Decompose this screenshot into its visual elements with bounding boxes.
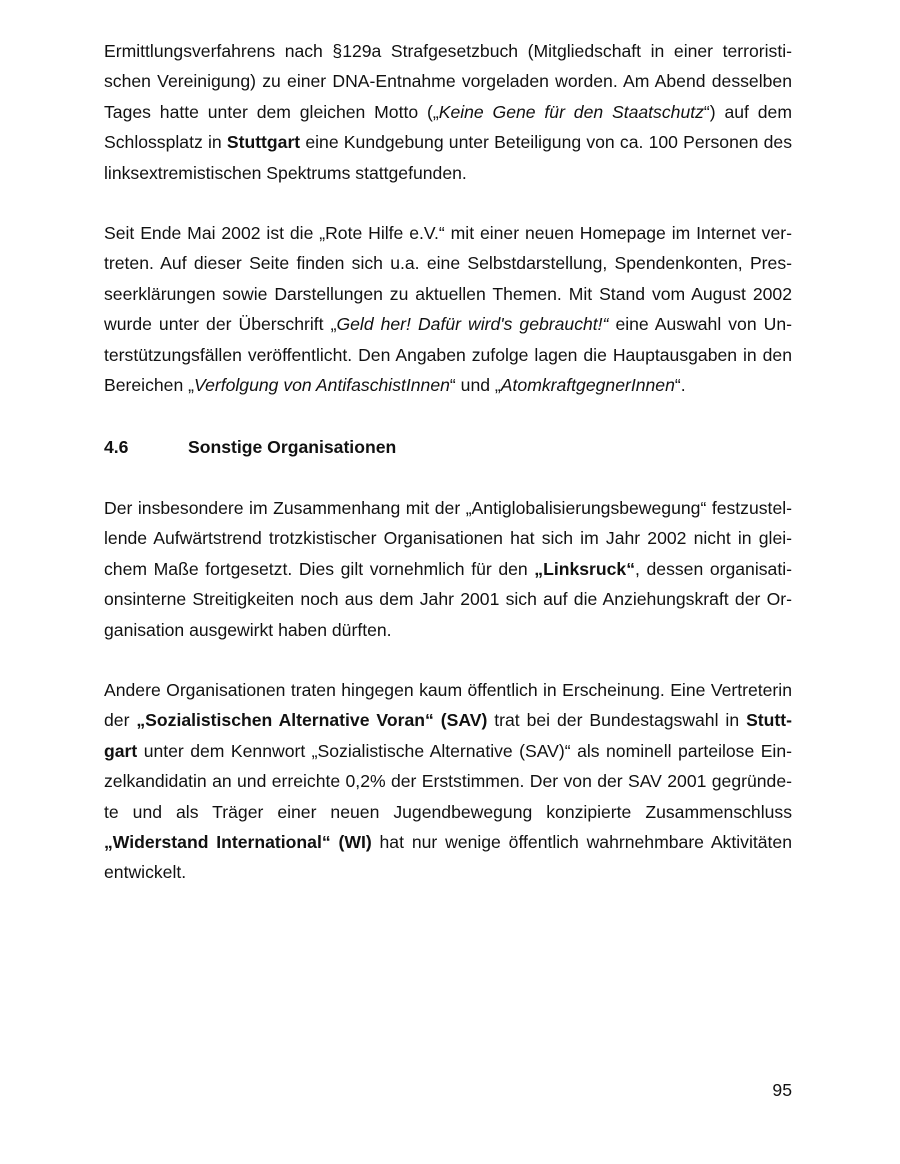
text-run: “ und „ [449,375,501,396]
text-run: Ermittlungsverfahrens nach §129a Strafgesetzbuch (Mitgliedschaft in einer terroristischen Vereinigung) zu einer DNA-Entnahme vorgeladen worden. Am Abend desselben Tages hatte unter dem gleichen Motto („ [104,41,792,122]
section-number: 4.6 [104,437,129,458]
place-stuttgart: Stuttgart [226,132,301,153]
section-heading [104,432,792,462]
category-italic: AtomkraftgegnerInnen [500,375,675,396]
text-run: “. [674,375,686,396]
page-number: 95 [772,1080,792,1100]
category-italic: Verfolgung von AntifaschistInnen [193,375,450,396]
org-widerstand-international: „Widerstand International“ (WI) [104,831,372,852]
document-page [104,36,792,888]
text-run: , dessen organisationsinterne Streitigkeiten noch aus dem Jahr 2001 sich auf die Anziehungskraft der Organisation ausgewirkt haben dürften. [104,558,792,640]
section-title: Sonstige Organisationen [188,437,397,458]
text-run: Der insbesondere im Zusammenhang mit der „Antiglobalisierungsbewegung“ festzustellende Aufwärtstrend trotzkistischer Organisationen hat sich im Jahr 2002 nicht in gleichem Maße fortgesetzt. Dies gilt vornehmlich für den [104,497,792,579]
paragraph-sav [104,675,792,888]
place-stuttgart: Stuttgart [104,710,792,761]
paragraph-rote-hilfe [104,218,792,400]
paragraph-linksruck [104,493,792,645]
text-run: unter dem Kennwort „Sozialistische Alternative (SAV)“ als nominell parteilose Einzelkandidatin an und erreichte 0,2% der Erststimmen. Der von der SAV 2001 gegründete und als Träger einer neuen Jugendbewegung konzipierte Zusammenschluss [104,740,792,822]
text-run: eine Auswahl von Unterstützungsfällen veröffentlicht. Den Angaben zufolge lagen die Hauptausgaben in den Bereichen „ [104,314,792,396]
motto-italic: Keine Gene für den Staatschutz [438,101,704,122]
org-sav: „Sozialistischen Alternative Voran“ (SAV) [136,710,488,731]
text-run: trat bei der Bundestagswahl in [487,710,747,731]
paragraph-dna-entnahme [104,36,792,188]
text-run: eine Kundgebung unter Beteiligung von ca. 100 Personen des linksextremistischen Spektrums stattgefunden. [104,132,792,183]
text-run: Seit Ende Mai 2002 ist die „Rote Hilfe e.V.“ mit einer neuen Homepage im Internet vertreten. Auf dieser Seite finden sich u.a. eine Selbstdarstellung, Spendenkonten, Presseerklärungen sowie Darstellungen zu aktuellen Themen. Mit Stand vom August 2002 wurde unter der Überschrift „ [104,223,792,335]
text-run: Andere Organisationen traten hingegen kaum öffentlich in Erscheinung. Eine Vertreterin der [104,679,792,731]
text-run: “) auf dem Schlossplatz in [104,101,792,153]
org-linksruck: „Linksruck“ [534,558,636,579]
text-run: hat nur wenige öffentlich wahrnehmbare Aktivitäten entwickelt. [104,831,792,883]
headline-italic: Geld her! Dafür wird's gebraucht!“ [336,314,609,335]
